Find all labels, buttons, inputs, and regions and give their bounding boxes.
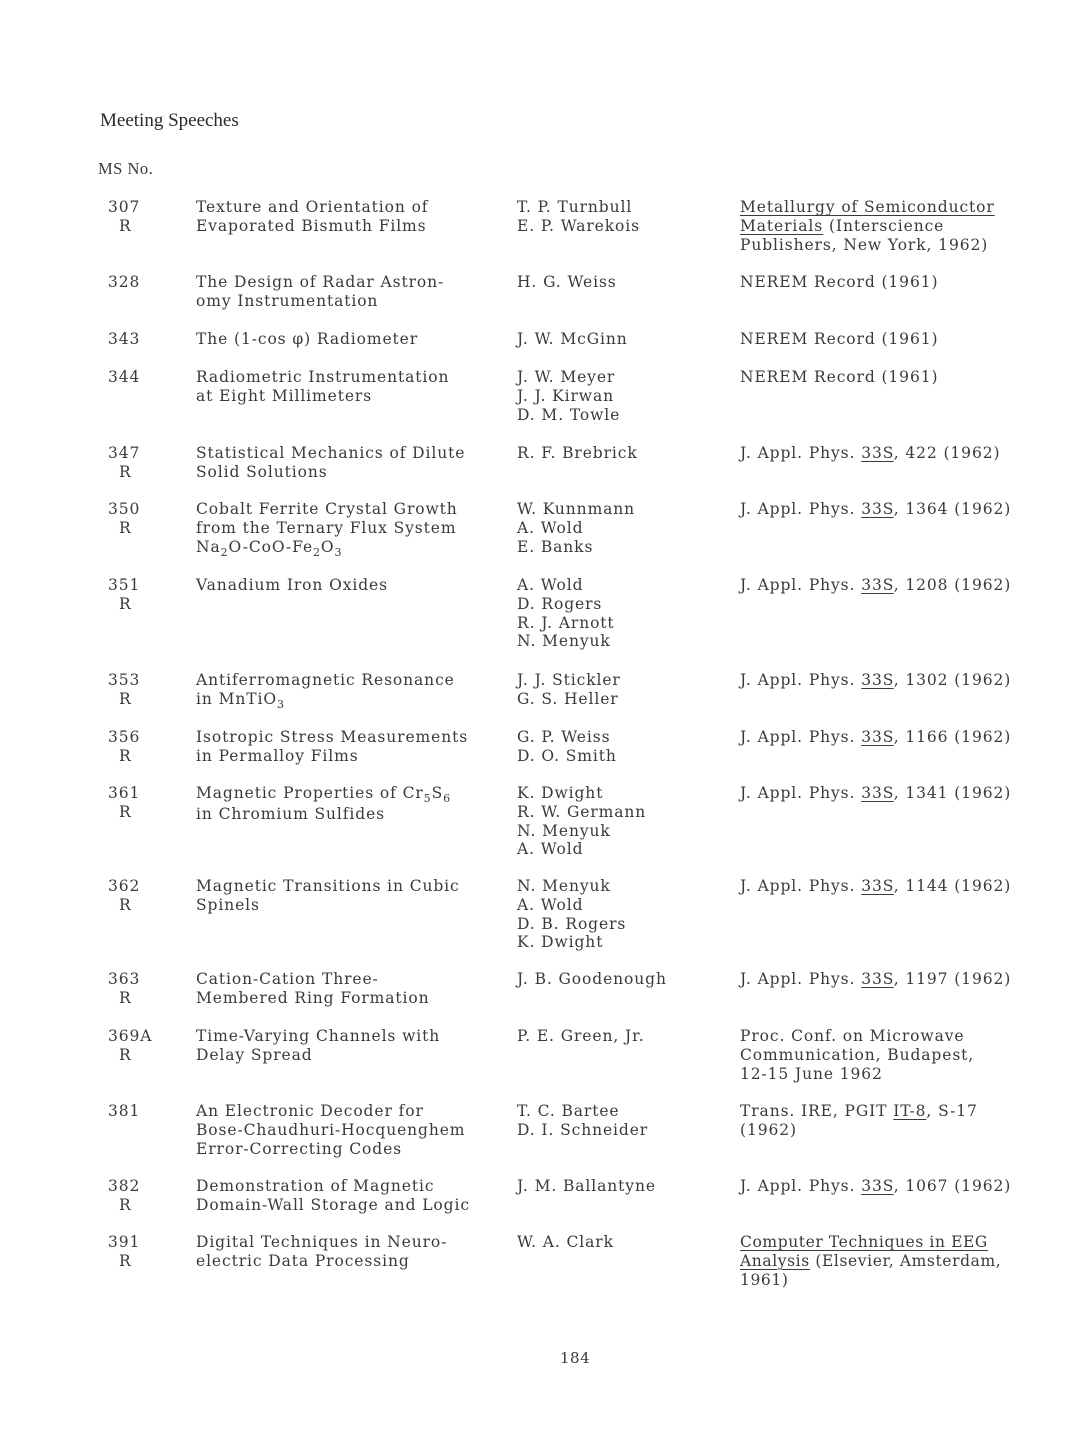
ms-number: 391 R bbox=[108, 1233, 141, 1270]
authors: T. P. Turnbull E. P. Warekois bbox=[517, 198, 640, 235]
authors: W. A. Clark bbox=[517, 1233, 614, 1251]
ms-number: 382 R bbox=[108, 1177, 141, 1214]
authors: T. C. Bartee D. I. Schneider bbox=[517, 1102, 649, 1139]
authors: R. F. Brebrick bbox=[517, 444, 638, 462]
column-label: MS No. bbox=[98, 159, 154, 178]
authors: J. W. McGinn bbox=[517, 330, 628, 348]
ms-number: 369A R bbox=[108, 1027, 153, 1064]
ms-number: 353 R bbox=[108, 671, 141, 708]
speech-title: The (1-cos φ) Radiometer bbox=[196, 330, 419, 348]
authors: J. B. Goodenough bbox=[517, 970, 667, 988]
publication: NEREM Record (1961) bbox=[740, 273, 939, 291]
ms-number: 344 bbox=[108, 368, 141, 386]
ms-number: 307 R bbox=[108, 198, 141, 235]
authors: W. Kunnmann A. Wold E. Banks bbox=[517, 500, 636, 556]
speech-title: Radiometric Instrumentation at Eight Millimeters bbox=[196, 368, 450, 405]
authors: P. E. Green, Jr. bbox=[517, 1027, 645, 1045]
publication: Trans. IRE, PGIT IT-8, S-17 (1962) bbox=[740, 1102, 978, 1139]
speech-title: Magnetic Transitions in Cubic Spinels bbox=[196, 877, 460, 914]
publication: Proc. Conf. on Microwave Communication, Budapest, 12-15 June 1962 bbox=[740, 1027, 975, 1083]
speech-title: Digital Techniques in Neuro- electric Data Processing bbox=[196, 1233, 448, 1270]
speech-title: Cation-Cation Three- Membered Ring Formation bbox=[196, 970, 430, 1007]
speech-title: Texture and Orientation of Evaporated Bismuth Films bbox=[196, 198, 429, 235]
publication: J. Appl. Phys. 33S, 1197 (1962) bbox=[740, 970, 1012, 988]
authors: J. W. Meyer J. J. Kirwan D. M. Towle bbox=[517, 368, 621, 424]
publication: Metallurgy of Semiconductor Materials (Interscience Publishers, New York, 1962) bbox=[740, 198, 995, 254]
speech-title: An Electronic Decoder for Bose-Chaudhuri-Hocquenghem Error-Correcting Codes bbox=[196, 1102, 466, 1158]
ms-number: 351 R bbox=[108, 576, 141, 613]
speech-title: Magnetic Properties of $Cr_5S_6$ in Chromium Sulfides bbox=[196, 784, 452, 823]
publication: J. Appl. Phys. 33S, 422 (1962) bbox=[740, 444, 1001, 462]
speech-title: Cobalt Ferrite Crystal Growth from the Ternary Flux System $Na_2O-CoO-Fe_2O_3$ bbox=[196, 500, 458, 559]
ms-number: 343 bbox=[108, 330, 141, 348]
publication: J. Appl. Phys. 33S, 1364 (1962) bbox=[740, 500, 1012, 518]
speech-title: The Design of Radar Astron- omy Instrumentation bbox=[196, 273, 445, 310]
ms-number: 347 R bbox=[108, 444, 141, 481]
publication: Computer Techniques in EEG Analysis (Elsevier, Amsterdam, 1961) bbox=[740, 1233, 1002, 1289]
authors: H. G. Weiss bbox=[517, 273, 617, 291]
authors: J. M. Ballantyne bbox=[517, 1177, 656, 1195]
authors: A. Wold D. Rogers R. J. Arnott N. Menyuk bbox=[517, 576, 615, 651]
authors: N. Menyuk A. Wold D. B. Rogers K. Dwight bbox=[517, 877, 627, 952]
ms-number: 361 R bbox=[108, 784, 141, 821]
publication: NEREM Record (1961) bbox=[740, 330, 939, 348]
publication: J. Appl. Phys. 33S, 1341 (1962) bbox=[740, 784, 1012, 802]
ms-number: 350 R bbox=[108, 500, 141, 537]
publication: J. Appl. Phys. 33S, 1208 (1962) bbox=[740, 576, 1012, 594]
speech-title: Antiferromagnetic Resonance in MnTiO$_3$ bbox=[196, 671, 455, 711]
authors: J. J. Stickler G. S. Heller bbox=[517, 671, 621, 708]
page-number: 184 bbox=[560, 1349, 591, 1367]
ms-number: 328 bbox=[108, 273, 141, 291]
speech-title: Time-Varying Channels with Delay Spread bbox=[196, 1027, 441, 1064]
publication: J. Appl. Phys. 33S, 1067 (1962) bbox=[740, 1177, 1012, 1195]
publication: J. Appl. Phys. 33S, 1302 (1962) bbox=[740, 671, 1012, 689]
speech-title: Statistical Mechanics of Dilute Solid Solutions bbox=[196, 444, 466, 481]
publication: NEREM Record (1961) bbox=[740, 368, 939, 386]
ms-number: 356 R bbox=[108, 728, 141, 765]
ms-number: 362 R bbox=[108, 877, 141, 914]
speech-title: Demonstration of Magnetic Domain-Wall Storage and Logic bbox=[196, 1177, 470, 1214]
publication: J. Appl. Phys. 33S, 1166 (1962) bbox=[740, 728, 1012, 746]
ms-number: 363 R bbox=[108, 970, 141, 1007]
ms-number: 381 bbox=[108, 1102, 141, 1120]
publication: J. Appl. Phys. 33S, 1144 (1962) bbox=[740, 877, 1012, 895]
page-title: Meeting Speeches bbox=[100, 110, 239, 131]
speech-title: Isotropic Stress Measurements in Permalloy Films bbox=[196, 728, 469, 765]
speech-title: Vanadium Iron Oxides bbox=[196, 576, 388, 594]
authors: G. P. Weiss D. O. Smith bbox=[517, 728, 617, 765]
authors: K. Dwight R. W. Germann N. Menyuk A. Wold bbox=[517, 784, 647, 859]
